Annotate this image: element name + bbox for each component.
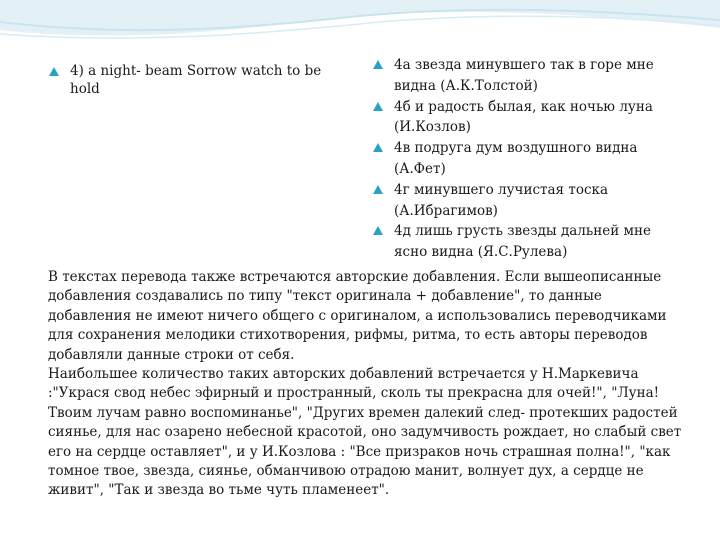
paragraph: Наибольшее количество таких авторских добавлений встречается у Н.Маркевича :"Украся свод небес эфирный и пространный, сколь ты прекрасна для очей!", "Луна! Твоим лучам равно воспоминанье", "Других времен далекий след- протекших радостей сиянье, для нас озарено небесной красотой, оно задумчивость рождает, но слабый свет его на сердце оставляет", и у И.Козлова : "Все призраков ночь страшная полна!", "как томное твое, звезда, сиянье, обманчивою отрадою манит, волнует дух, а сердце не живит", "Так и звезда во тьме чуть пламенеет". <box>48 366 682 499</box>
list-item <box>372 138 672 180</box>
bullet-icon <box>49 67 59 76</box>
right-bullet-list <box>372 55 672 263</box>
bullet-icon <box>373 226 383 235</box>
list-item-text: 4г минувшего лучистая тоска (А.Ибрагимов) <box>394 181 608 219</box>
bullet-icon <box>373 60 383 69</box>
list-item-text: 4) a night- beam Sorrow watch to be hold <box>70 63 322 97</box>
list-item-text: 4б и радость былая, как ночью луна (И.Козлов) <box>394 98 653 136</box>
paragraph: В текстах перевода также встречаются авторские добавления. Если вышеописанные добавления создавались по типу "текст оригинала + добавление", то данные добавления не имеют ничего общего с оригиналом, а использовались переводчиками для сохранения мелодики стихотворения, рифмы, ритма, то есть авторы переводов добавляли данные строки от себя. <box>48 269 667 363</box>
list-item-text: 4д лишь грусть звезды дальней мне ясно видна (Я.С.Рулева) <box>394 223 652 261</box>
list-item <box>372 97 672 139</box>
list-item <box>48 62 348 98</box>
left-bullet-list <box>48 62 348 98</box>
bullet-icon <box>373 102 383 111</box>
list-item <box>372 180 672 222</box>
list-item-text: 4а звезда минувшего так в горе мне видна (А.К.Толстой) <box>394 57 654 94</box>
bullet-icon <box>373 143 383 152</box>
list-item <box>372 221 672 263</box>
header-wave-decoration <box>0 0 720 60</box>
body-text <box>48 268 684 501</box>
list-item-text: 4в подруга дум воздушного видна (А.Фет) <box>394 140 638 177</box>
bullet-icon <box>373 185 383 194</box>
list-item <box>372 55 672 97</box>
